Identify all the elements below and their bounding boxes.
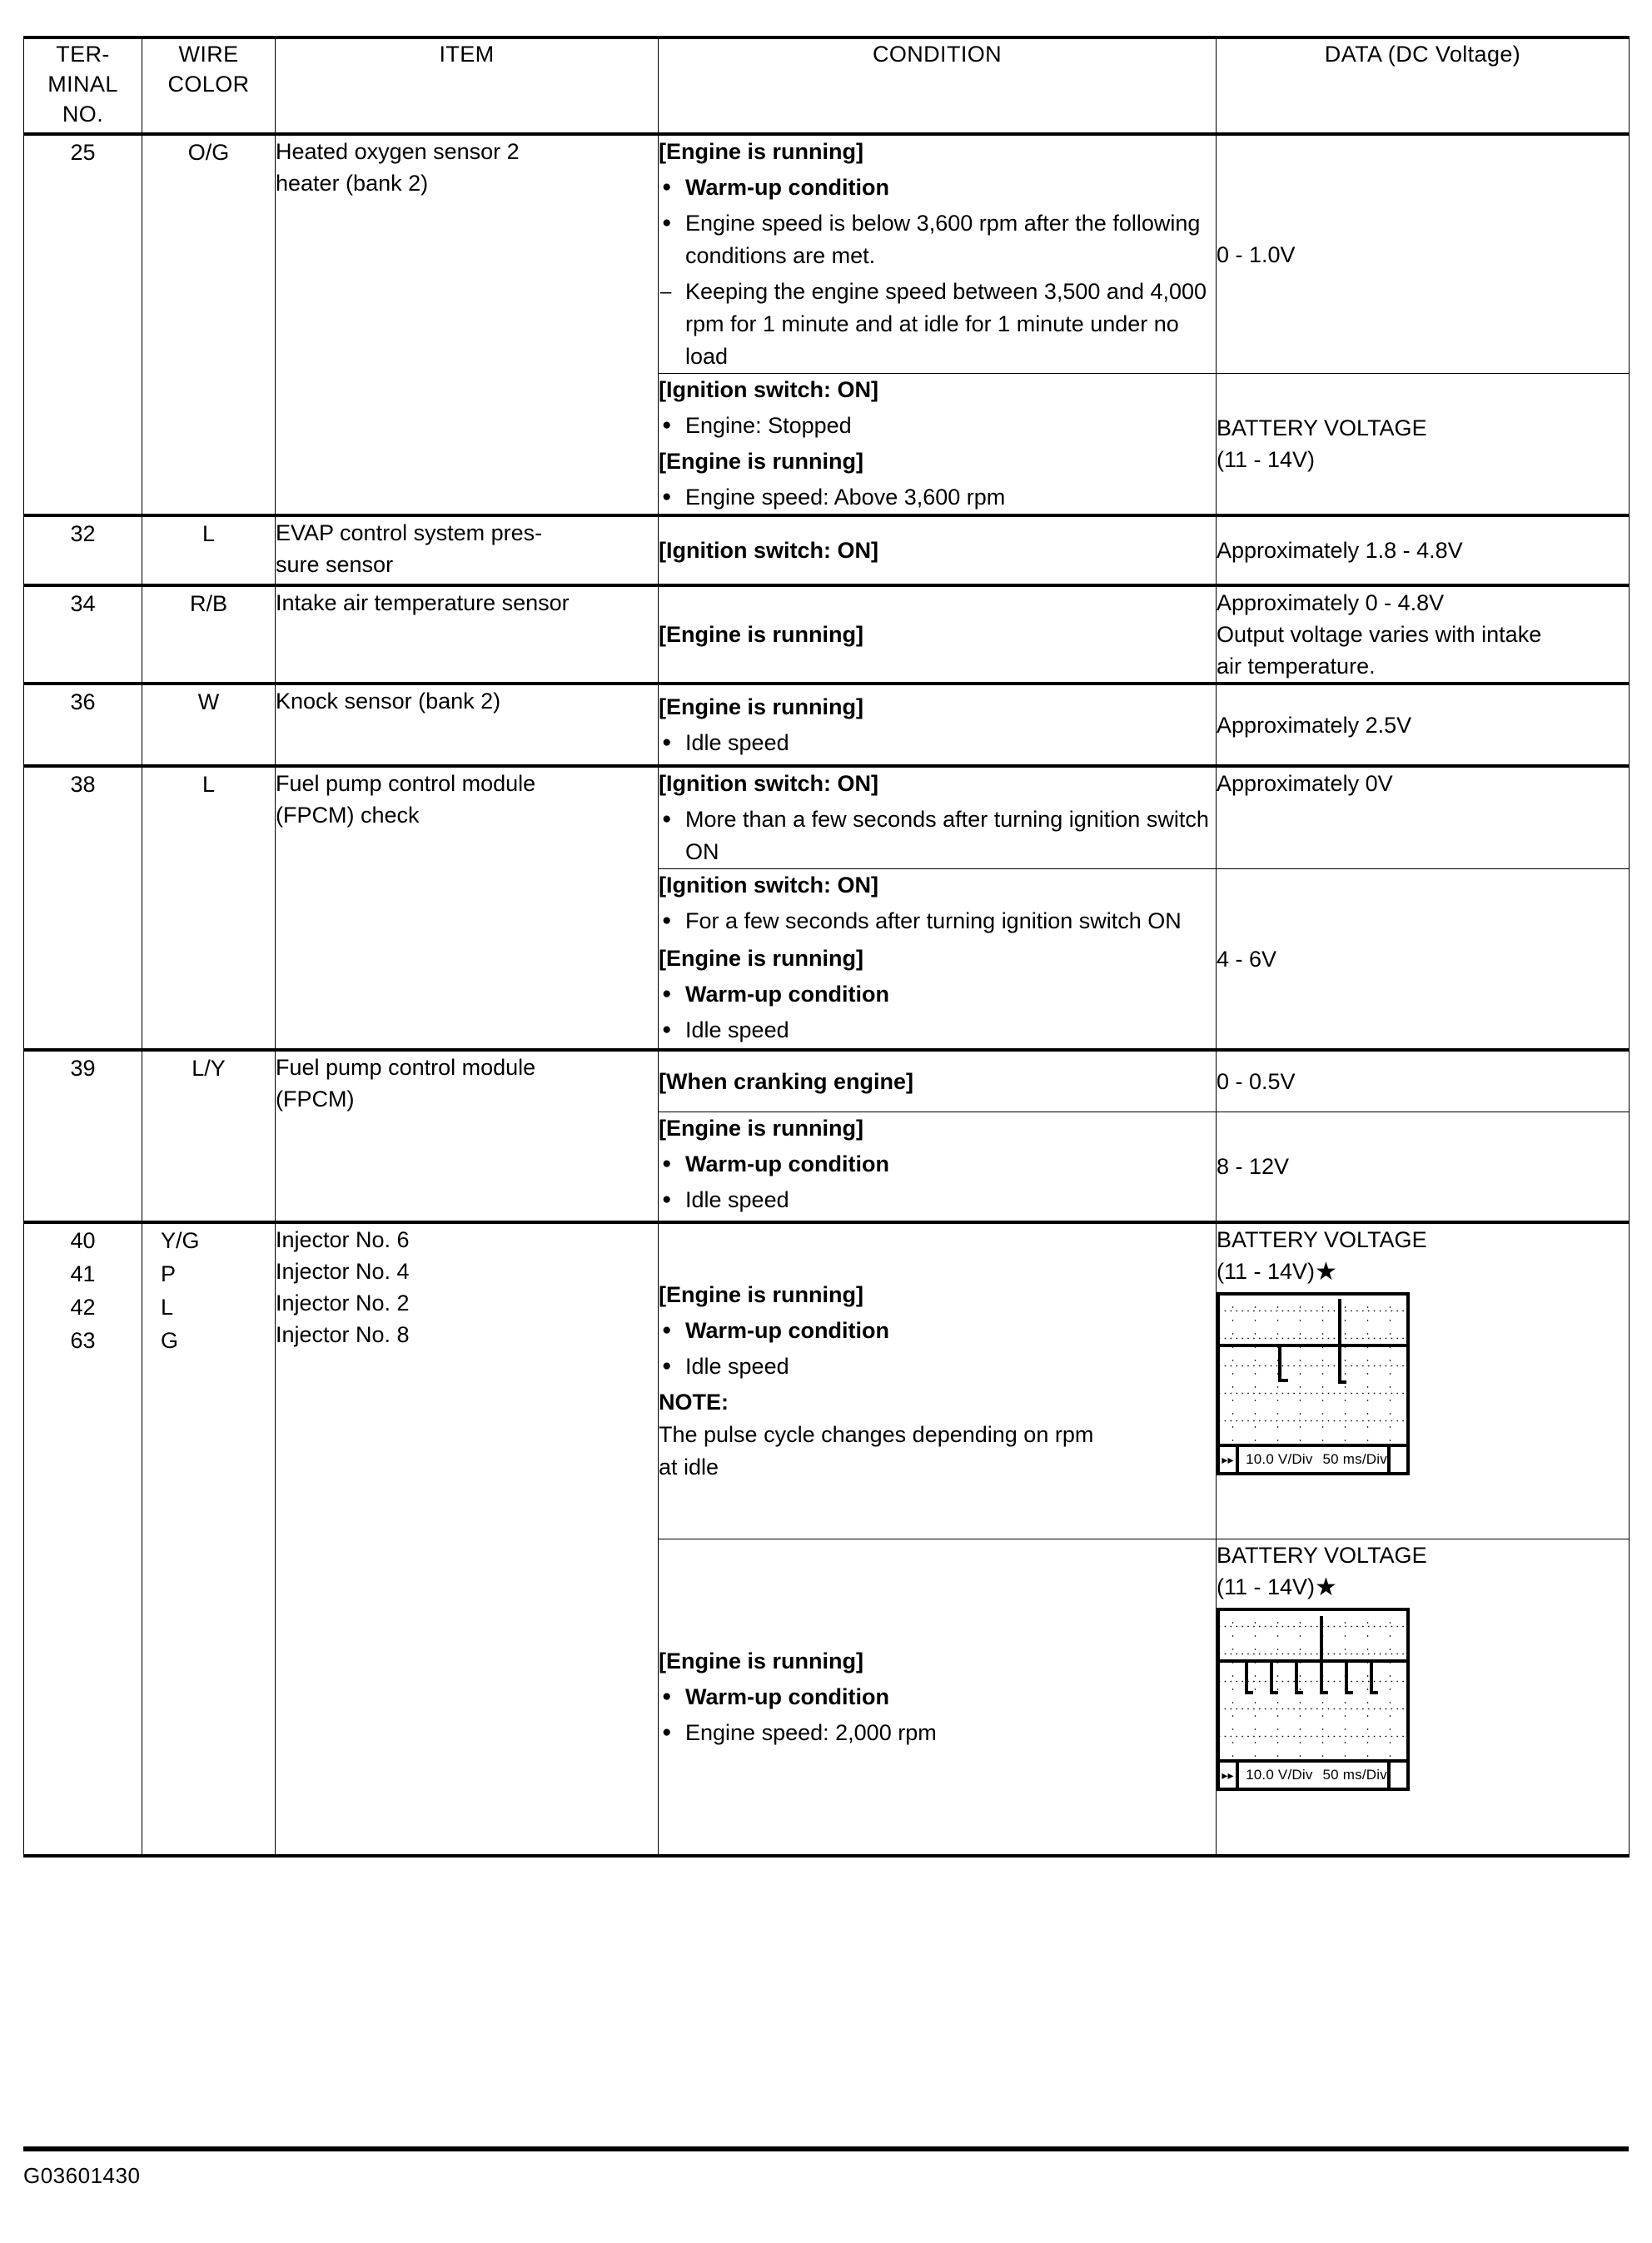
item-line1: Injector No. 6 [276,1227,410,1252]
cell-condition [659,1222,1217,1539]
note-line1: The pulse cycle changes depending on rpm [659,1422,1094,1447]
scope-scale-bar [1220,1444,1406,1472]
oscilloscope-thumbnail-idle [1217,1292,1629,1475]
scope-volts-per-div: 10.0 V/Div [1246,1451,1313,1467]
header-condition: CONDITION [659,37,1217,134]
cell-data [1217,374,1630,516]
cell-data: Approximately 1.8 - 4.8V [1217,515,1630,585]
table-row [24,684,1630,766]
header-terminal-no-line2: MINAL [47,72,118,97]
cell-item [276,515,659,585]
oscilloscope-thumbnail-2000rpm [1217,1608,1629,1791]
data-voltage-range: (11 - 14V) [1217,1574,1316,1599]
waveform-pulse-5-bottom [1345,1691,1353,1694]
star-icon: ★ [1315,1574,1337,1601]
condition-bullet: ● Warm-up condition [659,978,1216,1011]
data-line2: (11 - 14V) [1217,447,1316,472]
item-line2: Injector No. 4 [276,1259,410,1284]
data-voltage-range: (11 - 14V) [1217,1259,1316,1284]
scope-time-per-div: 50 ms/Div [1322,1451,1387,1467]
cell-data: 0 - 1.0V [1217,134,1630,374]
scope-frame [1217,1608,1410,1791]
cell-data: Approximately 0V [1217,766,1630,869]
waveform-baseline [1220,1344,1406,1347]
waveform-pulse-1 [1245,1659,1248,1694]
condition-heading: [Engine is running] [659,1648,863,1674]
waveform-pulse-6-bottom [1370,1691,1378,1694]
header-data: DATA (DC Voltage) [1217,37,1630,134]
cell-item [276,134,659,515]
condition-heading: [When cranking engine] [659,1068,914,1094]
item-line4: Injector No. 8 [276,1322,410,1347]
condition-bullet: ● Warm-up condition [659,172,1216,204]
cell-data [1217,1539,1630,1857]
condition-bullet: ● Warm-up condition [659,1148,1216,1181]
condition-bullet: ● Idle speed [659,1350,1216,1383]
cell-condition [659,515,1217,585]
cell-item [276,1222,659,1856]
condition-bullet: ● Engine speed is below 3,600 rpm after the following conditions are met. [659,207,1216,272]
item-line2: sure sensor [276,552,394,577]
terminal-no-2: 41 [70,1261,96,1286]
cell-item [276,1050,659,1222]
waveform-pulse-4-bottom [1320,1691,1328,1694]
cell-condition [659,1112,1217,1223]
item-line2: heater (bank 2) [276,171,429,196]
footer-rule [23,2146,1629,2151]
cell-wire-color: W [142,684,276,766]
condition-heading: [Ignition switch: ON] [659,873,878,898]
waveform-pulse-5 [1345,1659,1348,1694]
wire-color-3: L [161,1295,174,1320]
condition-heading: [Engine is running] [659,1282,863,1307]
cell-terminal-no: 39 [24,1050,142,1222]
item-line2: (FPCM) [276,1087,355,1112]
cell-terminal-no: 36 [24,684,142,766]
item-line2: (FPCM) check [276,803,420,828]
cell-terminal-no [24,1222,142,1856]
condition-bullet: ● Engine speed: Above 3,600 rpm [659,481,1216,514]
table-row [24,1050,1630,1112]
scope-end-box [1387,1763,1406,1788]
cell-condition [659,684,1217,766]
cell-condition [659,374,1217,516]
scope-scale-bar [1220,1759,1406,1788]
cell-condition [659,869,1217,1051]
waveform-pulse-2-bottom [1338,1380,1346,1384]
cell-condition [659,585,1217,684]
cell-wire-color: L [142,766,276,1050]
header-wire-color-line1: WIRE [178,42,239,67]
cell-data: Approximately 2.5V [1217,684,1630,766]
cell-terminal-no: 38 [24,766,142,1050]
item-line1: EVAP control system pres- [276,520,543,545]
terminal-no-1: 40 [70,1228,96,1253]
cell-item [276,684,659,766]
item-line1: Knock sensor (bank 2) [276,689,501,714]
item-line3: Injector No. 2 [276,1291,410,1315]
item-line1: Intake air temperature sensor [276,590,570,615]
condition-bullet: ● Engine speed: 2,000 rpm [659,1717,1216,1749]
condition-bullet: ● Idle speed [659,1014,1216,1047]
condition-heading: [Ignition switch: ON] [659,771,878,796]
cell-condition [659,134,1217,374]
cell-data [1217,585,1630,684]
cell-terminal-no: 25 [24,134,142,515]
table-row [24,585,1630,684]
waveform-pulse-3 [1295,1659,1298,1694]
condition-bullet: ● Warm-up condition [659,1315,1216,1347]
play-arrows-icon: ▸▸ [1220,1447,1239,1472]
cell-wire-color [142,1222,276,1856]
scope-screen [1220,1296,1406,1444]
condition-bullet: ● Idle speed [659,1184,1216,1216]
waveform-pulse-1-bottom [1245,1691,1253,1694]
cell-wire-color: L [142,515,276,585]
cell-condition [659,766,1217,869]
scope-screen [1220,1611,1406,1759]
condition-bullet: ● Engine: Stopped [659,410,1216,442]
cell-data: 0 - 0.5V [1217,1050,1630,1112]
note-title: NOTE: [659,1390,729,1415]
data-line1: BATTERY VOLTAGE [1217,1227,1427,1252]
header-wire-color [142,37,276,134]
condition-bullet: ● Warm-up condition [659,1681,1216,1713]
cell-data: 8 - 12V [1217,1112,1630,1223]
scope-time-per-div: 50 ms/Div [1322,1767,1387,1783]
header-wire-color-line2: COLOR [167,72,250,97]
wire-color-1: Y/G [161,1228,200,1253]
header-terminal-no [24,37,142,134]
table-row [24,766,1630,869]
item-line1: Fuel pump control module [276,1055,536,1080]
item-line1: Fuel pump control module [276,771,536,796]
waveform-pulse-1-bottom [1278,1379,1288,1382]
play-arrows-icon: ▸▸ [1220,1763,1239,1788]
data-line1: BATTERY VOLTAGE [1217,1543,1427,1568]
figure-code: G03601430 [23,2163,141,2188]
data-line1: BATTERY VOLTAGE [1217,415,1427,440]
waveform-pulse-2 [1270,1659,1273,1694]
header-terminal-no-line3: NO. [62,102,104,127]
cell-wire-color: O/G [142,134,276,515]
note-line2: at idle [659,1455,719,1480]
cell-data [1217,1222,1630,1539]
terminal-no-3: 42 [70,1295,96,1320]
wire-color-2: P [161,1261,177,1286]
wire-color-4: G [161,1328,179,1353]
cell-terminal-no: 32 [24,515,142,585]
waveform-pulse-2 [1338,1299,1341,1384]
data-line2 [1217,1571,1629,1603]
cell-data: 4 - 6V [1217,869,1630,1051]
condition-bullet: ● For a few seconds after turning ignition switch ON [659,905,1216,937]
cell-wire-color: R/B [142,585,276,684]
item-line1: Heated oxygen sensor 2 [276,139,520,164]
cell-terminal-no: 34 [24,585,142,684]
scope-end-box [1387,1447,1406,1472]
table-row [24,134,1630,374]
cell-condition [659,1050,1217,1112]
scope-volts-per-div: 10.0 V/Div [1246,1767,1313,1783]
cell-wire-color: L/Y [142,1050,276,1222]
cell-item [276,766,659,1050]
data-line2: Output voltage varies with intake [1217,622,1542,647]
condition-heading: [Engine is running] [659,449,863,474]
condition-heading: [Engine is running] [659,621,863,647]
ecm-terminal-table [23,36,1630,1858]
cell-item [276,585,659,684]
table-row [24,515,1630,585]
condition-dash-item: – Keeping the engine speed between 3,500 and 4,000 rpm for 1 minute and at idle for 1 minute under no load [659,276,1216,373]
cell-condition [659,1539,1217,1857]
condition-heading: [Engine is running] [659,946,863,971]
condition-bullet: ● Idle speed [659,727,1216,759]
condition-heading: [Ignition switch: ON] [659,377,878,402]
table-header [24,37,1630,134]
condition-heading: [Ignition switch: ON] [659,537,878,563]
terminal-no-4: 63 [70,1328,96,1353]
condition-heading: [Engine is running] [659,1116,863,1141]
waveform-pulse-2-bottom [1270,1691,1278,1694]
table-row [24,1222,1630,1539]
waveform-pulse-1 [1278,1344,1281,1382]
header-row [24,37,1630,134]
data-line2 [1217,1256,1629,1287]
waveform-pulse-6 [1370,1659,1373,1694]
table-body [24,134,1630,1856]
condition-heading: [Engine is running] [659,139,863,164]
condition-bullet: ● More than a few seconds after turning ignition switch ON [659,803,1216,868]
data-line3: air temperature. [1217,654,1376,679]
header-item: ITEM [276,37,659,134]
waveform-pulse-4 [1320,1616,1323,1694]
scope-frame [1217,1292,1410,1475]
condition-heading: [Engine is running] [659,694,863,719]
star-icon: ★ [1315,1258,1337,1286]
data-line1: Approximately 0 - 4.8V [1217,590,1445,615]
header-terminal-no-line1: TER- [56,42,110,67]
waveform-pulse-3-bottom [1295,1691,1303,1694]
